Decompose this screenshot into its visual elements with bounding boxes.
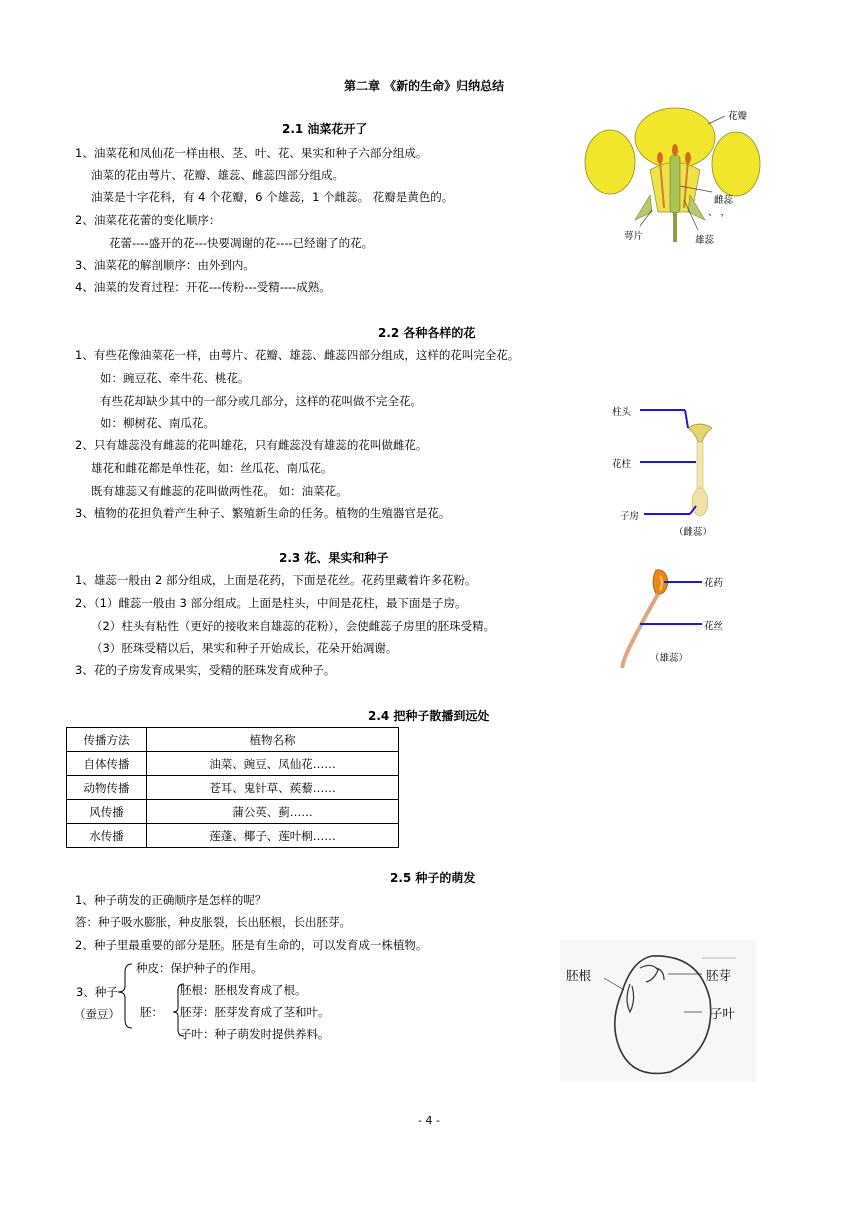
s2-line-6: 雄花和雌花都是单性花，如：丝瓜花、南瓜花。 <box>91 461 333 475</box>
seed-label-radicle: 胚根 <box>566 968 592 983</box>
pistil-figure <box>600 398 750 543</box>
s3-line-5: 3、花的子房发育成果实，受精的胚珠发育成种子。 <box>75 663 336 677</box>
label-anther: 花药 <box>704 578 724 589</box>
seed-structure-tree <box>70 958 370 1048</box>
table-cell: 动物传播 <box>67 776 147 800</box>
flower-drawing <box>580 100 770 250</box>
rapeseed-flower-figure <box>580 100 770 250</box>
table-cell: 风传播 <box>67 800 147 824</box>
table-cell: 自体传播 <box>67 752 147 776</box>
section-title-2-5: 2.5 种子的萌发 <box>390 871 476 885</box>
s2-line-3: 有些花却缺少其中的一部分或几部分，这样的花叫做不完全花。 <box>100 394 422 408</box>
section-title-2-2: 2.2 各种各样的花 <box>378 326 476 340</box>
table-cell: 水传播 <box>67 824 147 848</box>
table-row <box>67 752 399 776</box>
pistil-caption: （雌蕊） <box>674 527 713 538</box>
s3-line-3: （2）柱头有粘性（更好的接收来自雄蕊的花粉），会使雌蕊子房里的胚珠受精。 <box>91 619 496 633</box>
label-stamen: 雄蕊 <box>695 235 715 246</box>
table-cell: 苍耳、鬼针草、蒺藜…… <box>147 776 399 800</box>
label-filament: 花丝 <box>704 621 724 632</box>
stamen-figure <box>612 562 762 672</box>
table-row <box>67 824 399 848</box>
chapter-title: 第二章 《新的生命》归纳总结 <box>344 79 505 93</box>
s2-line-2: 如：豌豆花、牵牛花、桃花。 <box>100 371 250 385</box>
s5-line-3: 2、种子里最重要的部分是胚。胚是有生命的，可以发育成一株植物。 <box>75 938 428 952</box>
table-cell: 蒲公英、蓟…… <box>147 800 399 824</box>
label-style: 花柱 <box>612 459 632 470</box>
section-title-2-4: 2.4 把种子散播到远处 <box>368 709 490 723</box>
tree-root-note: （蚕豆） <box>74 1007 120 1021</box>
tree-root-label: 3、种子 <box>76 985 118 999</box>
s1-line-5: 花蕾----盛开的花---快要凋谢的花----已经谢了的花。 <box>109 236 374 250</box>
label-petal: 花瓣 <box>728 111 748 122</box>
table-row <box>67 776 399 800</box>
s2-line-7: 既有雄蕊又有雌蕊的花叫做两性花。 如：油菜花。 <box>91 484 348 498</box>
s2-line-1: 1、有些花像油菜花一样，由萼片、花瓣、雄蕊、雌蕊四部分组成，这样的花叫完全花。 <box>75 348 520 362</box>
label-sepal: 萼片 <box>624 231 644 242</box>
section-title-2-3: 2.3 花、果实和种子 <box>279 551 389 565</box>
section-title-2-1: 2.1 油菜花开了 <box>282 122 368 136</box>
seed-label-cotyledon: 子叶 <box>710 1006 736 1021</box>
s3-line-4: （3）胚珠受精以后，果实和种子开始成长，花朵开始凋谢。 <box>91 641 398 655</box>
s3-line-1: 1、雄蕊一般由 2 部分组成，上面是花药，下面是花丝。花药里藏着许多花粉。 <box>75 573 477 587</box>
label-stigma: 柱头 <box>612 407 632 418</box>
stamen-caption: （雄蕊） <box>650 653 689 664</box>
table-header-cell: 传播方法 <box>67 728 147 752</box>
s1-line-7: 4、油菜的发育过程：开花---传粉---受精----成熟。 <box>75 280 331 294</box>
tree-seed-coat: 种皮：保护种子的作用。 <box>136 961 263 975</box>
s3-line-2: 2、（1）雌蕊一般由 3 部分组成。上面是柱头，中间是花柱，最下面是子房。 <box>75 596 467 610</box>
s1-line-3: 油菜是十字花科，有 4 个花瓣，6 个雄蕊，1 个雌蕊。 花瓣是黄色的。 <box>91 190 454 204</box>
s1-line-2: 油菜的花由萼片、花瓣、雄蕊、雌蕊四部分组成。 <box>91 168 344 182</box>
table-cell: 莲蓬、椰子、莲叶桐…… <box>147 824 399 848</box>
s1-line-1: 1、油菜花和凤仙花一样由根、茎、叶、花、果实和种子六部分组成。 <box>75 146 428 160</box>
seed-figure <box>560 940 756 1082</box>
s2-line-4: 如：柳树花、南瓜花。 <box>100 416 215 430</box>
tree-radicle: 胚根：胚根发育成了根。 <box>180 983 307 997</box>
seed-label-plumule: 胚芽 <box>706 968 732 983</box>
label-ovary: 子房 <box>620 511 640 522</box>
seed-dispersal-table <box>66 727 399 848</box>
page-number: - 4 - <box>418 1114 440 1127</box>
table-header-row <box>67 728 399 752</box>
s5-line-2: 答：种子吸水膨胀，种皮胀裂，长出胚根，长出胚芽。 <box>75 915 351 929</box>
table-cell: 油菜、豌豆、凤仙花…… <box>147 752 399 776</box>
tree-plumule: 胚芽：胚芽发育成了茎和叶。 <box>180 1005 330 1019</box>
s1-line-4: 2、油菜花花蕾的变化顺序： <box>75 213 221 227</box>
label-marks: 、 ， <box>708 207 731 218</box>
s2-line-8: 3、植物的花担负着产生种子、繁殖新生命的任务。植物的生殖器官是花。 <box>75 506 451 520</box>
table-header-cell: 植物名称 <box>147 728 399 752</box>
tree-embryo-label: 胚： <box>140 1005 163 1019</box>
table-row <box>67 800 399 824</box>
s1-line-6: 3、油菜花的解剖顺序：由外到内。 <box>75 258 255 272</box>
s2-line-5: 2、只有雄蕊没有雌蕊的花叫雄花，只有雌蕊没有雄蕊的花叫做雌花。 <box>75 438 428 452</box>
label-pistil: 雌蕊 <box>714 195 734 206</box>
tree-cotyledon: 子叶：种子萌发时提供养料。 <box>180 1027 330 1041</box>
s5-line-1: 1、种子萌发的正确顺序是怎样的呢？ <box>75 893 267 907</box>
